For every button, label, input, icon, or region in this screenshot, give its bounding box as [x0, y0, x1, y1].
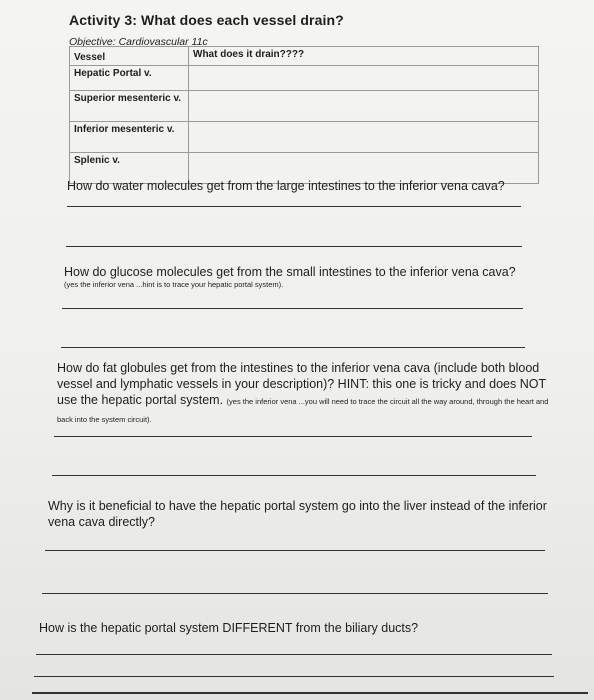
- table-row: [70, 122, 539, 153]
- activity-title: Activity 3: What does each vessel drain?: [69, 12, 344, 28]
- question-water: [67, 178, 547, 194]
- question-text: How do glucose molecules get from the small intestines to the inferior vena cava?: [64, 265, 516, 279]
- answer-line[interactable]: [61, 347, 525, 348]
- question-text: How is the hepatic portal system DIFFERENT from the biliary ducts?: [39, 621, 419, 635]
- answer-line[interactable]: [66, 246, 522, 247]
- answer-line[interactable]: [42, 593, 548, 594]
- question-text: How do fat globules get from the intestines to the inferior vena cava (include both blood vessel and lymphatic vessels in your description)? HINT: this one is tricky and does NOT use the hepatic portal system.: [57, 361, 546, 407]
- drain-answer-cell[interactable]: [189, 122, 539, 153]
- answer-line[interactable]: [36, 654, 552, 655]
- question-text: Why is it beneficial to have the hepatic portal system go into the liver instead of the inferior vena cava directly?: [48, 499, 547, 529]
- question-fat: [57, 360, 549, 428]
- activity-objective: Objective: Cardiovascular 11c: [69, 36, 208, 48]
- answer-line[interactable]: [34, 676, 554, 677]
- table-row: [70, 66, 539, 91]
- answer-line[interactable]: [32, 692, 588, 694]
- answer-line[interactable]: [52, 475, 536, 476]
- table-row: [70, 91, 539, 122]
- question-hint: (yes the inferior vena ...hint is to trace your hepatic portal system).: [64, 280, 284, 289]
- question-text: How do water molecules get from the large intestines to the inferior vena cava?: [67, 179, 505, 193]
- header-vessel: Vessel: [70, 47, 189, 66]
- question-hint: (yes the inferior vena ...you will need to trace the circuit all the way around, through the heart and back into the system circuit).: [57, 397, 549, 424]
- table-header-row: [70, 47, 539, 66]
- drain-answer-cell[interactable]: [189, 91, 539, 122]
- drain-answer-cell[interactable]: [189, 66, 539, 91]
- vessel-name: Hepatic Portal v.: [70, 66, 189, 91]
- vessel-name: Superior mesenteric v.: [70, 91, 189, 122]
- answer-line[interactable]: [62, 308, 523, 309]
- header-drain: What does it drain????: [189, 47, 539, 66]
- vessel-name: Inferior mesenteric v.: [70, 122, 189, 153]
- question-benefit: [48, 498, 560, 530]
- answer-line[interactable]: [45, 550, 545, 551]
- answer-line[interactable]: [54, 436, 532, 437]
- answer-line[interactable]: [67, 206, 521, 207]
- question-biliary: [39, 620, 569, 636]
- question-glucose: [64, 264, 554, 290]
- vessel-name: Splenic v.: [70, 153, 189, 184]
- vessel-table: [69, 46, 539, 184]
